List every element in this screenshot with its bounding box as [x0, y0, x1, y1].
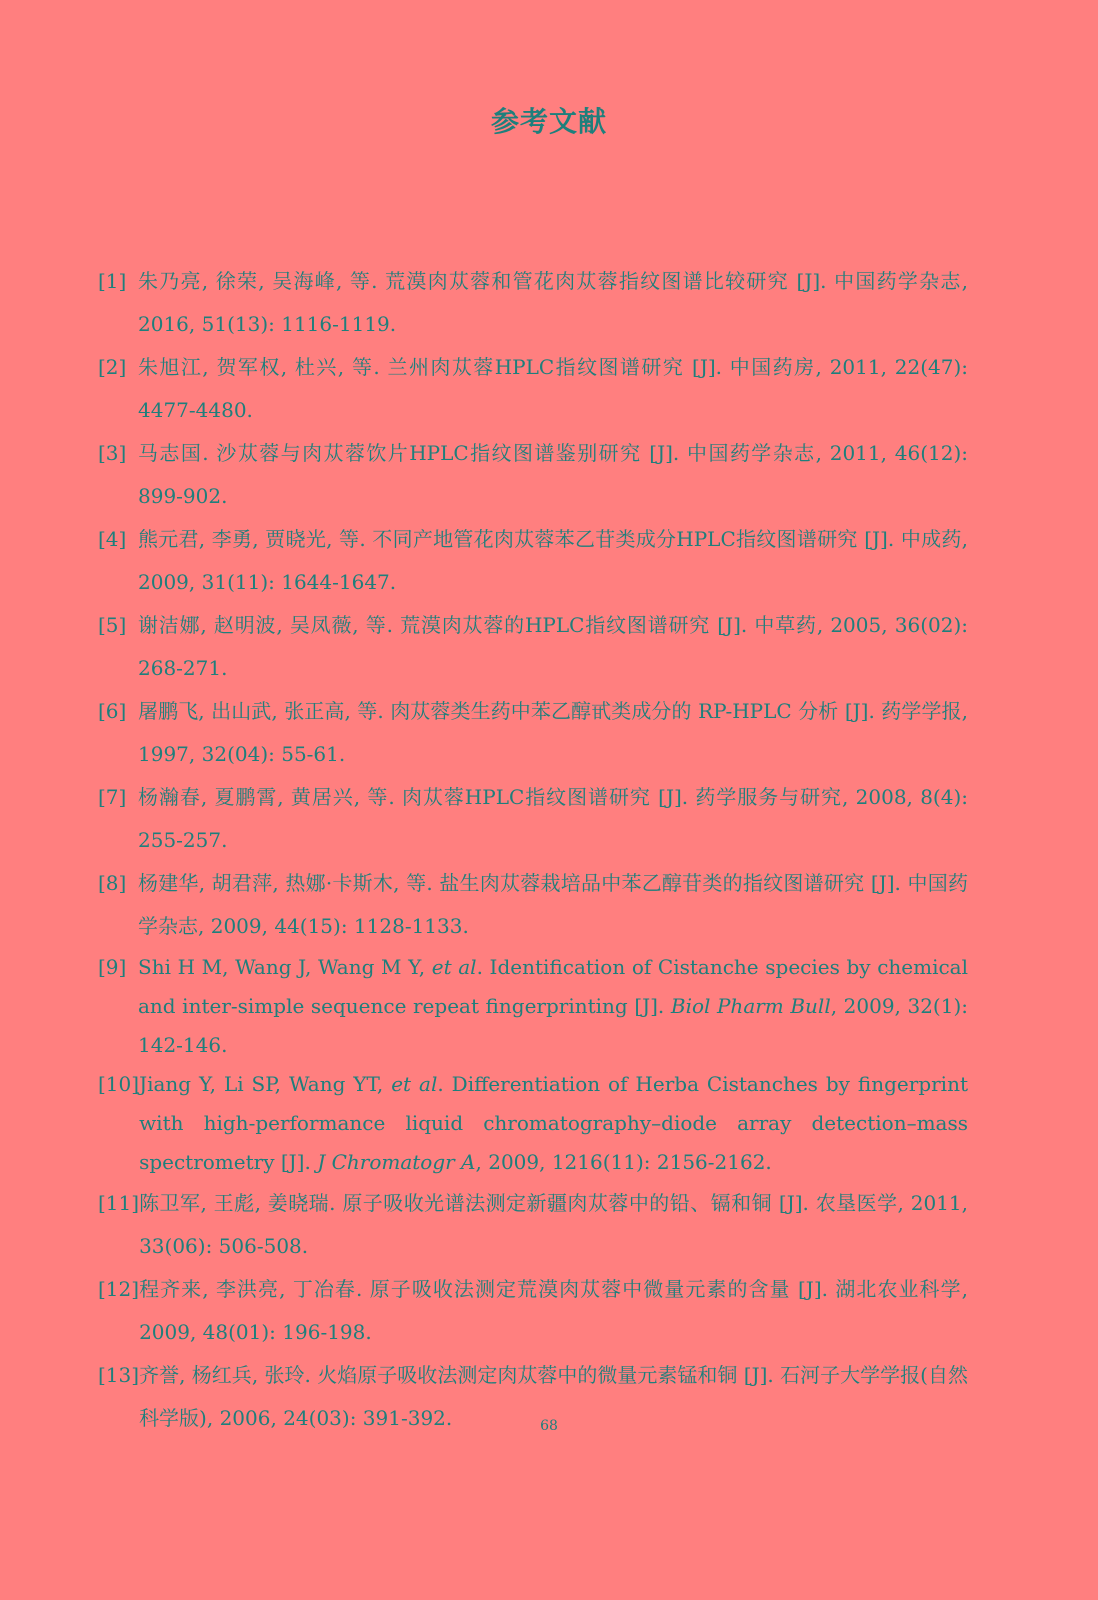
reference-number: [12] — [98, 1277, 140, 1301]
reference-number: [3] — [98, 441, 127, 465]
reference-etal: et al — [391, 1072, 438, 1096]
reference-item — [98, 776, 968, 862]
reference-text: 谢洁娜, 赵明波, 吴凤薇, 等. 荒漠肉苁蓉的HPLC指纹图谱研究 [J]. 中草药, 2005, 36(02): 268-271. — [138, 613, 968, 680]
page-number: 68 — [540, 1418, 558, 1434]
reference-text: 杨建华, 胡君萍, 热娜·卡斯木, 等. 盐生肉苁蓉栽培品中苯乙醇苷类的指纹图谱研究 [J]. 中国药学杂志, 2009, 44(15): 1128-1133. — [138, 871, 968, 938]
reference-journal: Biol Pharm Bull — [670, 994, 831, 1018]
reference-number: [5] — [98, 613, 127, 637]
reference-item — [98, 948, 968, 1065]
reference-text: 杨瀚春, 夏鹏霄, 黄居兴, 等. 肉苁蓉HPLC指纹图谱研究 [J]. 药学服务与研究, 2008, 8(4): 255-257. — [138, 785, 968, 852]
reference-number: [7] — [98, 785, 127, 809]
reference-text: 屠鹏飞, 出山武, 张正高, 等. 肉苁蓉类生药中苯乙醇甙类成分的 RP-HPLC 分析 [J]. 药学学报, 1997, 32(04): 55-61. — [138, 699, 968, 766]
reference-item — [98, 1268, 968, 1354]
reference-title: . Differentiation of Herba Cistanches by fingerprint with high-performance liquid chromatography–diode array detection–mass spectrometry [J]. — [139, 1072, 968, 1174]
reference-item — [98, 1065, 968, 1182]
reference-text: 熊元君, 李勇, 贾晓光, 等. 不同产地管花肉苁蓉苯乙苷类成分HPLC指纹图谱研究 [J]. 中成药, 2009, 31(11): 1644-1647. — [138, 527, 968, 594]
reference-tail: , 2009, 32(1): 142-146. — [138, 994, 968, 1057]
reference-number: [4] — [98, 527, 127, 551]
reference-text: 陈卫军, 王彪, 姜晓瑞. 原子吸收光谱法测定新疆肉苁蓉中的铅、镉和铜 [J]. 农垦医学, 2011, 33(06): 506-508. — [139, 1191, 968, 1258]
reference-item — [98, 690, 968, 776]
reference-number: [1] — [98, 269, 127, 293]
reference-number: [9] — [98, 955, 127, 979]
reference-list — [98, 260, 968, 1440]
reference-authors: Shi H M, Wang J, Wang M Y, — [138, 955, 432, 979]
reference-text: 马志国. 沙苁蓉与肉苁蓉饮片HPLC指纹图谱鉴别研究 [J]. 中国药学杂志, 2011, 46(12): 899-902. — [138, 441, 968, 508]
page-title: 参考文献 — [490, 105, 607, 138]
reference-authors: Jiang Y, Li SP, Wang YT, — [139, 1072, 392, 1096]
reference-item — [98, 1182, 968, 1268]
reference-number: [2] — [98, 355, 127, 379]
reference-item — [98, 604, 968, 690]
reference-number: [10] — [98, 1072, 140, 1096]
reference-number: [8] — [98, 871, 127, 895]
reference-item — [98, 518, 968, 604]
reference-item — [98, 432, 968, 518]
reference-etal: et al — [431, 955, 477, 979]
reference-title: . Identification of Cistanche species by chemical and inter-simple sequence repeat fingerprinting [J]. — [138, 955, 969, 1018]
reference-text — [138, 948, 968, 1065]
reference-item — [98, 260, 968, 346]
reference-text: 程齐来, 李洪亮, 丁冶春. 原子吸收法测定荒漠肉苁蓉中微量元素的含量 [J]. 湖北农业科学, 2009, 48(01): 196-198. — [139, 1277, 968, 1344]
reference-item — [98, 346, 968, 432]
reference-number: [11] — [98, 1191, 140, 1215]
reference-text — [139, 1065, 968, 1182]
reference-item — [98, 862, 968, 948]
reference-journal: J Chromatogr A — [317, 1150, 476, 1174]
reference-text: 朱乃亮, 徐荣, 吴海峰, 等. 荒漠肉苁蓉和管花肉苁蓉指纹图谱比较研究 [J]. 中国药学杂志, 2016, 51(13): 1116-1119. — [138, 269, 968, 336]
reference-text: 朱旭江, 贺军权, 杜兴, 等. 兰州肉苁蓉HPLC指纹图谱研究 [J]. 中国药房, 2011, 22(47): 4477-4480. — [138, 355, 968, 422]
reference-tail: , 2009, 1216(11): 2156-2162. — [475, 1150, 772, 1174]
reference-number: [6] — [98, 699, 127, 723]
reference-text: 齐誉, 杨红兵, 张玲. 火焰原子吸收法测定肉苁蓉中的微量元素锰和铜 [J]. 石河子大学学报(自然科学版), 2006, 24(03): 391-392. — [139, 1363, 968, 1430]
reference-number: [13] — [98, 1363, 140, 1387]
